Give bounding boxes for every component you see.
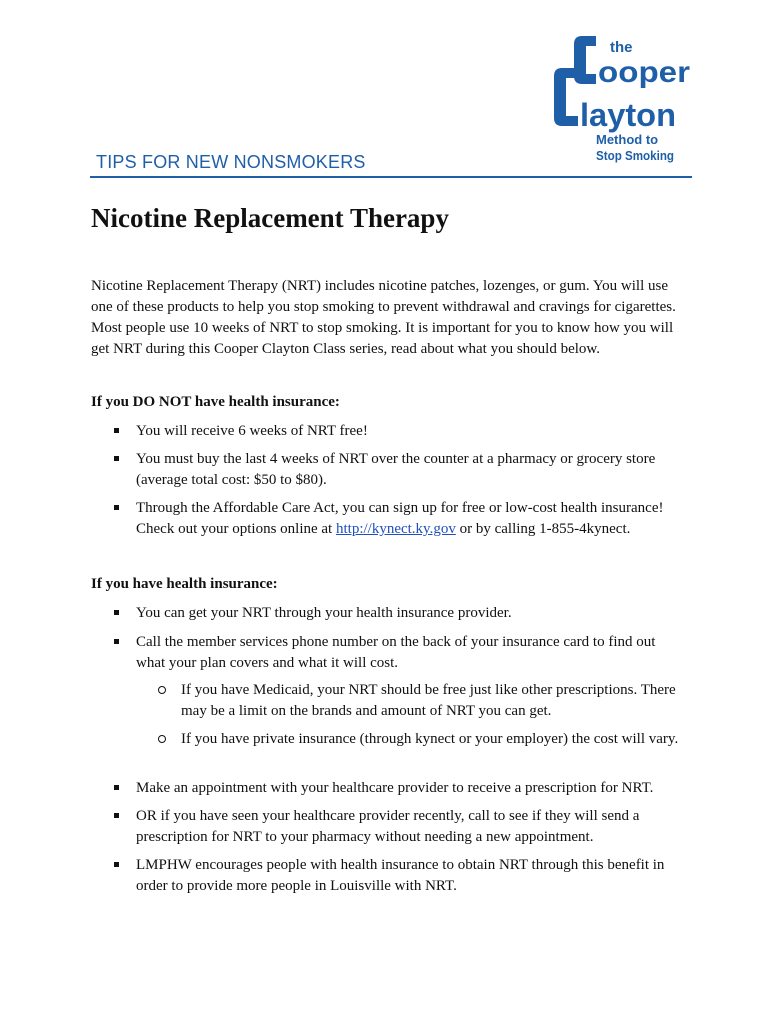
insurance-heading: If you have health insurance: xyxy=(91,576,278,592)
logo-the: the xyxy=(610,39,633,56)
logo-layton: layton xyxy=(580,97,676,133)
insurance-bullet-5: LMPHW encourages people with health insurance to obtain NRT through this benefit in order to provide more people in Louisville with NRT. xyxy=(136,855,681,897)
page-title: Nicotine Replacement Therapy xyxy=(91,203,449,233)
insurance-bullet-4: OR if you have seen your healthcare provider recently, call to see if they will send a prescription for NRT to your pharmacy without needing a new appointment. xyxy=(136,806,681,848)
logo-tagline-1: Method to xyxy=(596,132,659,147)
no-insurance-bullet-3 xyxy=(136,498,681,540)
no-insurance-bullet-1: You will receive 6 weeks of NRT free! xyxy=(136,421,681,442)
logo-c-lower xyxy=(554,68,578,126)
intro-paragraph: Nicotine Replacement Therapy (NRT) includes nicotine patches, lozenges, or gum. You will use one of these products to help you stop smoking to prevent withdrawal and cravings for cigarettes. Most people use 10 weeks of NRT to stop smoking. It is important for you to know how you will get NRT during this Cooper Clayton Class series, read about what you should below. xyxy=(91,278,676,357)
no-insurance-heading: If you DO NOT have health insurance: xyxy=(91,394,340,410)
insurance-bullet-3: Make an appointment with your healthcare provider to receive a prescription for NRT. xyxy=(136,778,681,799)
tips-header: TIPS FOR NEW NONSMOKERS xyxy=(96,152,366,172)
no-insurance-bullet-2: You must buy the last 4 weeks of NRT over the counter at a pharmacy or grocery store (average total cost: $50 to $80). xyxy=(136,449,681,491)
insurance-sub-bullet-2: If you have private insurance (through kynect or your employer) the cost will vary. xyxy=(181,729,681,750)
bullet-3-text-post: or by calling 1-855-4kynect. xyxy=(455,521,631,537)
insurance-bullet-1: You can get your NRT through your health insurance provider. xyxy=(136,603,681,624)
insurance-sub-bullet-1: If you have Medicaid, your NRT should be free just like other prescriptions. There may be a limit on the brands and amount of NRT you can get. xyxy=(181,680,681,722)
bullet-3-text-pre: Through the Affordable Care Act, you can sign up for free or low-cost health insurance! Check out your options online at xyxy=(136,500,664,537)
logo-tagline-2: Stop Smoking xyxy=(596,148,675,163)
insurance-bullet-2: Call the member services phone number on the back of your insurance card to find out what your plan covers and what it will cost. xyxy=(136,632,681,674)
header-rule xyxy=(90,176,692,178)
cooper-clayton-logo xyxy=(552,34,692,170)
kynect-link[interactable]: http://kynect.ky.gov xyxy=(335,521,456,537)
logo-ooper: ooper xyxy=(598,56,691,89)
